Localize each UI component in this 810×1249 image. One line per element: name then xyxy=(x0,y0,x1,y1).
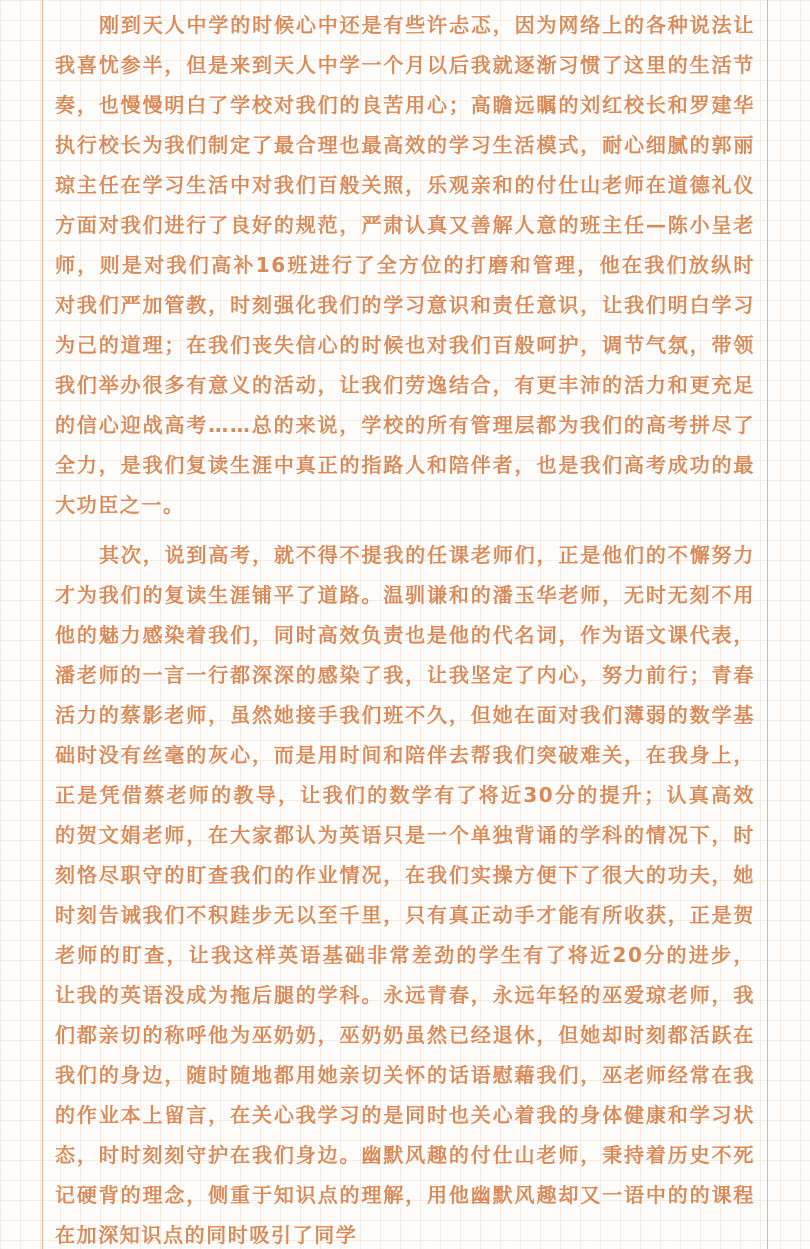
article-body xyxy=(55,5,755,1249)
paragraph-school-management: 刚到天人中学的时候心中还是有些许忐忑，因为网络上的各种说法让我喜忧参半，但是来到天人中学一个月以后我就逐渐习惯了这里的生活节奏，也慢慢明白了学校对我们的良苦用心；高瞻远瞩的刘红校长和罗建华执行校长为我们制定了最合理也最高效的学习生活模式，耐心细腻的郭丽琼主任在学习生活中对我们百般关照，乐观亲和的付仕山老师在道德礼仪方面对我们进行了良好的规范，严肃认真又善解人意的班主任—陈小呈老师，则是对我们高补16班进行了全方位的打磨和管理，他在我们放纵时对我们严加管教，时刻强化我们的学习意识和责任意识，让我们明白学习为己的道理；在我们丧失信心的时候也对我们百般呵护，调节气氛，带领我们举办很多有意义的活动，让我们劳逸结合，有更丰沛的活力和更充足的信心迎战高考……总的来说，学校的所有管理层都为我们的高考拼尽了全力，是我们复读生涯中真正的指路人和陪伴者，也是我们高考成功的最大功臣之一。 xyxy=(55,13,755,517)
paragraph-teachers: 其次，说到高考，就不得不提我的任课老师们，正是他们的不懈努力才为我们的复读生涯铺平了道路。温驯谦和的潘玉华老师，无时无刻不用他的魅力感染着我们，同时高效负责也是他的代名词，作为语文课代表，潘老师的一言一行都深深的感染了我，让我坚定了内心，努力前行；青春活力的蔡影老师，虽然她接手我们班不久，但她在面对我们薄弱的数学基础时没有丝毫的灰心，而是用时间和陪伴去帮我们突破难关，在我身上，正是凭借蔡老师的教导，让我们的数学有了将近30分的提升；认真高效的贺文娟老师，在大家都认为英语只是一个单独背诵的学科的情况下，时刻恪尽职守的盯查我们的作业情况，在我们实操方便下了很大的功夫，她时刻告诫我们不积跬步无以至千里，只有真正动手才能有所收获，正是贺老师的盯查，让我这样英语基础非常差劲的学生有了将近20分的进步，让我的英语没成为拖后腿的学科。永远青春，永远年轻的巫爱琼老师，我们都亲切的称呼他为巫奶奶，巫奶奶虽然已经退休，但她却时刻都活跃在我们的身边，随时随地都用她亲切关怀的话语慰藉我们，巫老师经常在我的作业本上留言，在关心我学习的是同时也关心着我的身体健康和学习状态，时时刻刻守护在我们身边。幽默风趣的付仕山老师，秉持着历史不死记硬背的理念，侧重于知识点的理解，用他幽默风趣却又一语中的的课程在加深知识点的同时吸引了同学 xyxy=(55,543,755,1247)
left-border-line xyxy=(42,0,43,1249)
right-border-line xyxy=(767,0,768,1249)
